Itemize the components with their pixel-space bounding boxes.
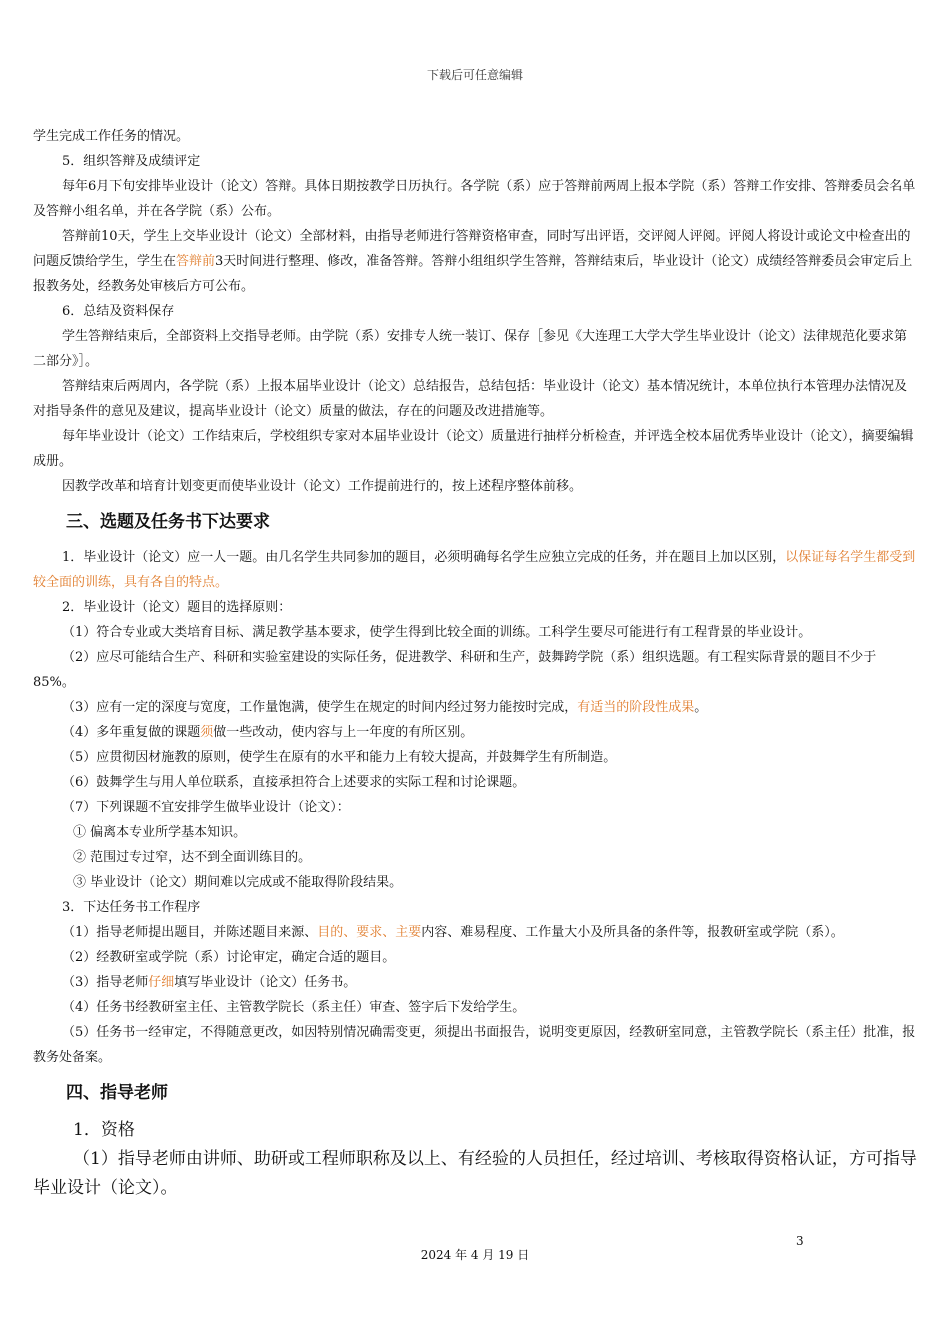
list-item: （7）下列课题不宜安排学生做毕业设计（论文）： bbox=[62, 800, 350, 815]
paragraph bbox=[33, 545, 917, 595]
text-run: 1．毕业设计（论文）应一人一题。由几名学生共同参加的题目，必须明确每名学生应独立完成的任务，并在题目上加以区别， bbox=[62, 550, 786, 565]
list-item: （5）任务书一经审定，不得随意更改，如因特别情况确需变更，须提出书面报告，说明变更原因，经教研室同意，主管教学院长（系主任）批准，报教务处备案。 bbox=[33, 1025, 916, 1065]
list-item: （2）应尽可能结合生产、科研和实验室建设的实际任务，促进教学、科研和生产，鼓舞跨学院（系）组织选题。有工程实际背景的题目不少于85%。 bbox=[33, 650, 877, 690]
text-run: （3）指导老师 bbox=[62, 975, 149, 990]
list-item bbox=[33, 695, 917, 720]
paragraph: 每年毕业设计（论文）工作结束后，学校组织专家对本届毕业设计（论文）质量进行抽样分析检查，并评选全校本届优秀毕业设计（论文），摘要编辑成册。 bbox=[33, 429, 914, 469]
paragraph: 答辩结束后两周内，各学院（系）上报本届毕业设计（论文）总结报告，总结包括：毕业设计（论文）基本情况统计，本单位执行本管理办法情况及对指导条件的意见及建议，提高毕业设计（论文）质量的做法，存在的问题及改进措施等。 bbox=[33, 379, 908, 419]
text-run: 3天时间进行整理、修改，准备答辩。答辩小组组织学生答辩，答辩结束后，毕业设计（论文）成绩经答辩委员会审定后上报教务处，经教务处审核后方可公布。 bbox=[33, 254, 913, 294]
text-run: 做一些改动，使内容与上一年度的有所区别。 bbox=[213, 725, 474, 740]
sub-list-item: ① 偏离本专业所学基本知识。 bbox=[73, 825, 247, 840]
list-item bbox=[33, 920, 917, 945]
section-heading: 三、选题及任务书下达要求 bbox=[66, 512, 270, 532]
section-heading: 四、指导老师 bbox=[66, 1083, 168, 1103]
list-item: （4）任务书经教研室主任、主管教学院长（系主任）审查、签字后下发给学生。 bbox=[62, 1000, 526, 1015]
highlighted-text: 有适当的阶段性成果 bbox=[577, 700, 695, 715]
sub-list-item: ③ 毕业设计（论文）期间难以完成或不能取得阶段结果。 bbox=[73, 875, 403, 890]
text-run: （4）多年重复做的课题 bbox=[62, 725, 201, 740]
text-run: 填写毕业设计（论文）任务书。 bbox=[174, 975, 357, 990]
highlighted-text: 答辩前 bbox=[176, 254, 216, 269]
highlighted-text: 仔细 bbox=[148, 975, 175, 990]
highlighted-text: 目的、要求、主要 bbox=[317, 925, 422, 940]
page-footer-date: 2024 年 4 月 19 日 bbox=[420, 1248, 530, 1262]
page-number: 3 bbox=[796, 1234, 804, 1248]
paragraph: 因教学改革和培育计划变更而使毕业设计（论文）工作提前进行的，按上述程序整体前移。 bbox=[62, 479, 583, 494]
paragraph bbox=[33, 224, 917, 299]
subheading: 5．组织答辩及成绩评定 bbox=[62, 154, 201, 169]
document-body bbox=[33, 124, 917, 1203]
list-item bbox=[33, 970, 917, 995]
paragraph: 学生完成工作任务的情况。 bbox=[33, 129, 190, 144]
paragraph: 每年6月下旬安排毕业设计（论文）答辩。具体日期按教学日历执行。各学院（系）应于答辩前两周上报本学院（系）答辩工作安排、答辩委员会名单及答辩小组名单，并在各学院（系）公布。 bbox=[33, 179, 916, 219]
text-run: 答辩前10天，学生上交毕业设计（论文）全部材料，由指导老师进行答辩资格审查，同时写出评语，交评阅人评阅。评阅人将设计或论文中检查出的问题反馈给学生，学生在 bbox=[33, 229, 911, 269]
list-item: （6）鼓舞学生与用人单位联系，直接承担符合上述要求的实际工程和讨论课题。 bbox=[62, 775, 526, 790]
text-run: 。 bbox=[694, 700, 708, 715]
sub-list-item: ② 范围过专过窄，达不到全面训练目的。 bbox=[73, 850, 312, 865]
page-header: 下载后可任意编辑 bbox=[426, 68, 523, 82]
text-run: 内容、难易程度、工作量大小及所具备的条件等，报教研室或学院（系）。 bbox=[421, 925, 844, 940]
subheading: 3．下达任务书工作程序 bbox=[62, 900, 201, 915]
subheading: 2．毕业设计（论文）题目的选择原则： bbox=[62, 600, 292, 615]
subheading: 6．总结及资料保存 bbox=[62, 304, 175, 319]
text-run: （1）指导老师提出题目，并陈述题目来源、 bbox=[62, 925, 318, 940]
paragraph: （1）指导老师由讲师、助研或工程师职称及以上、有经验的人员担任，经过培训、考核取得资格认证，方可指导毕业设计（论文）。 bbox=[33, 1149, 917, 1198]
subheading: 1．资格 bbox=[73, 1120, 135, 1140]
highlighted-text: 须 bbox=[200, 725, 214, 740]
list-item bbox=[33, 720, 917, 745]
list-item: （1）符合专业或大类培育目标、满足教学基本要求，使学生得到比较全面的训练。工科学生要尽可能进行有工程背景的毕业设计。 bbox=[62, 625, 812, 640]
list-item: （2）经教研室或学院（系）讨论审定，确定合适的题目。 bbox=[62, 950, 396, 965]
highlighted-text: 以保证每名学生都受到较全面的训练，具有各自的特点。 bbox=[33, 550, 916, 590]
list-item: （5）应贯彻因材施教的原则，使学生在原有的水平和能力上有较大提高，并鼓舞学生有所制造。 bbox=[62, 750, 617, 765]
paragraph: 学生答辩结束后，全部资料上交指导老师。由学院（系）安排专人统一装订、保存［参见《大连理工大学大学生毕业设计（论文）法律规范化要求第二部分》］。 bbox=[33, 329, 908, 369]
text-run: （3）应有一定的深度与宽度，工作量饱满，使学生在规定的时间内经过努力能按时完成， bbox=[62, 700, 578, 715]
